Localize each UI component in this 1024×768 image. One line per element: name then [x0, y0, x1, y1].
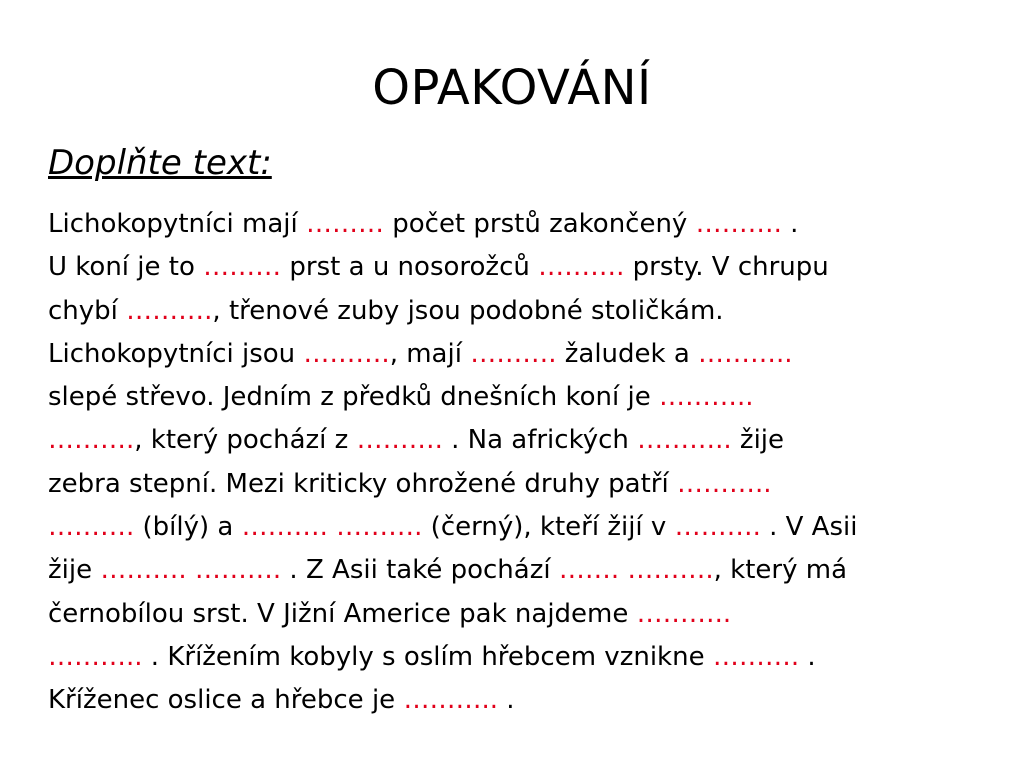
slide-subtitle: Doplňte text:	[48, 143, 272, 183]
text-segment	[187, 555, 195, 585]
blank-placeholder: ……….	[194, 555, 282, 586]
blank-placeholder: ………..	[659, 382, 754, 413]
blank-placeholder: ……….	[48, 512, 135, 543]
text-segment: . Na afrických	[442, 425, 638, 456]
text-segment: (bílý) a	[134, 512, 242, 543]
text-segment: . V Asii	[760, 512, 858, 543]
blank-placeholder: ……….	[538, 252, 625, 283]
text-line	[48, 506, 1008, 549]
blank-placeholder: ……….	[241, 512, 328, 543]
blank-placeholder: ………	[203, 252, 282, 283]
fill-in-text	[48, 203, 1008, 723]
blank-placeholder: …….	[558, 555, 620, 586]
text-segment: .	[497, 685, 515, 716]
text-segment: , který pochází z	[134, 425, 357, 456]
text-segment: slepé střevo. Jedním z předků dnešních koní je	[48, 382, 659, 413]
blank-placeholder: ………..	[48, 641, 143, 672]
blank-placeholder: ……….	[303, 338, 390, 369]
text-segment: . Křížením kobyly s oslím hřebcem vznikne	[142, 641, 713, 672]
blank-placeholder: ……….	[674, 512, 761, 543]
blank-placeholder: ………..	[636, 598, 732, 629]
blank-placeholder: ………..	[698, 338, 793, 369]
text-line	[48, 549, 1008, 592]
text-segment	[328, 512, 336, 542]
blank-placeholder: ………..	[676, 468, 772, 499]
text-line	[48, 636, 1008, 679]
text-segment: U koní je to	[48, 252, 204, 283]
text-segment: , mají	[389, 338, 471, 369]
blank-placeholder: ………..	[637, 425, 732, 456]
text-segment: prsty. V chrupu	[624, 252, 829, 283]
text-line	[48, 419, 1008, 462]
text-segment: žije	[731, 425, 785, 456]
text-segment: .	[781, 209, 799, 239]
blank-placeholder: ……….	[336, 512, 423, 543]
blank-placeholder: ……….	[470, 338, 557, 369]
text-line	[48, 203, 1008, 246]
text-segment: .	[799, 641, 816, 672]
text-segment: , třenové zuby jsou podobné stoličkám.	[212, 295, 724, 326]
text-segment: černobílou srst. V Jižní Americe pak najdeme	[48, 598, 637, 629]
text-segment: chybí	[48, 295, 127, 326]
blank-placeholder: ……….	[126, 295, 213, 326]
blank-placeholder: ……….	[100, 555, 187, 586]
text-line	[48, 333, 1008, 376]
blank-placeholder: ……….	[627, 555, 714, 586]
text-segment: Lichokopytníci mají	[48, 209, 306, 239]
slide-title: OPAKOVÁNÍ	[372, 60, 652, 116]
text-line	[48, 290, 1008, 333]
text-segment: . Z Asii také pochází	[281, 555, 559, 586]
blank-placeholder: ………..	[403, 685, 498, 716]
blank-placeholder: ………	[305, 209, 384, 239]
blank-placeholder: ……….	[712, 641, 800, 672]
text-segment: (černý), kteří žijí v	[422, 512, 675, 543]
text-segment: žije	[48, 555, 101, 586]
blank-placeholder: ……….	[695, 209, 782, 239]
text-line	[48, 679, 1008, 722]
text-segment: zebra stepní. Mezi kriticky ohrožené druhy patří	[48, 468, 677, 499]
text-line	[48, 376, 1008, 419]
blank-placeholder: ……….	[48, 425, 135, 456]
blank-placeholder: ……….	[356, 425, 443, 456]
text-segment: Lichokopytníci jsou	[48, 338, 304, 369]
text-segment: žaludek a	[556, 338, 699, 369]
text-segment: počet prstů zakončený	[383, 209, 696, 239]
text-line	[48, 246, 1008, 289]
text-segment: , který má	[713, 555, 848, 586]
text-segment: prst a u nosorožců	[281, 252, 539, 283]
text-segment: Kříženec oslice a hřebce je	[48, 685, 404, 716]
text-line	[48, 463, 1008, 506]
text-line	[48, 593, 1008, 636]
